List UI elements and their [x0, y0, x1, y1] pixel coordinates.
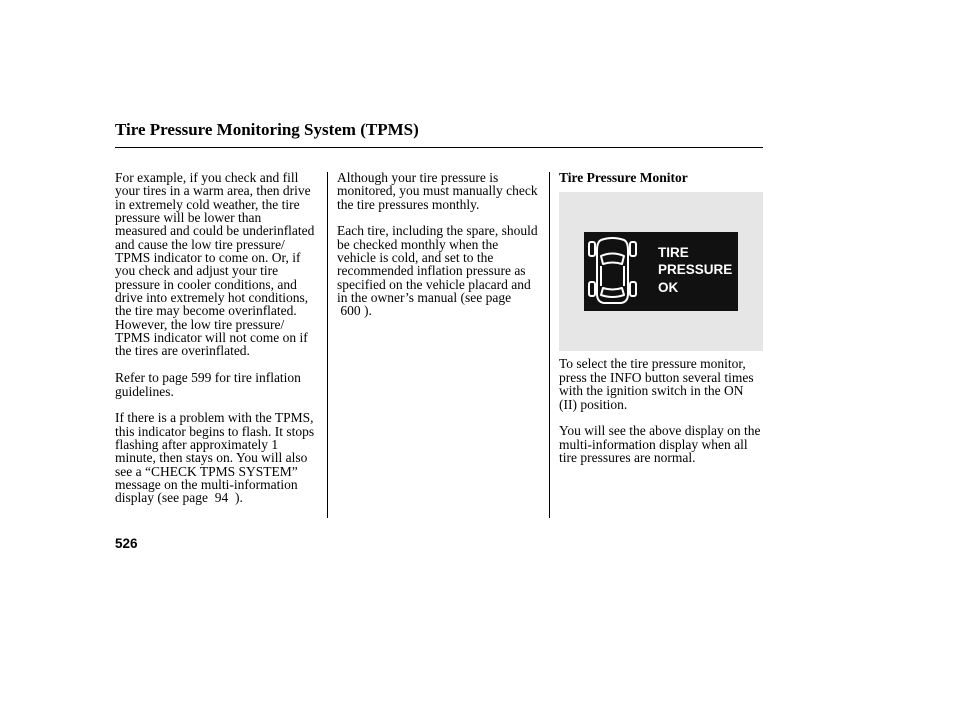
title-rule: [115, 147, 763, 148]
text-line: vehicle is cold, and set to the: [337, 250, 494, 266]
tire-front-left-icon: [589, 242, 595, 256]
text-line: the tire may become overinflated.: [115, 303, 297, 319]
text-line: pressure will be lower than: [115, 210, 262, 226]
paragraph: [337, 224, 542, 317]
windshield-icon: [601, 253, 624, 264]
paragraph: [337, 171, 542, 211]
text-line: in the owner’s manual (see page: [337, 290, 512, 306]
paragraph: [559, 424, 763, 464]
text-line: measured and could be underinflated: [115, 223, 315, 239]
text-line: However, the low tire pressure/: [115, 316, 285, 332]
text-line: the tires are overinflated.: [115, 343, 250, 359]
text-line: recommended inflation pressure as: [337, 263, 526, 279]
text-line: You will see the above display on the: [559, 423, 761, 439]
text-line: TPMS indicator to come on. Or, if: [115, 250, 301, 266]
text-line: If there is a problem with the TPMS,: [115, 410, 314, 426]
text-line: press the INFO button several times: [559, 369, 754, 385]
text-line: tire pressures are normal.: [559, 449, 696, 465]
column-right: [559, 171, 763, 464]
tire-rear-left-icon: [589, 282, 595, 296]
text-line: multi-information display when all: [559, 436, 748, 452]
text-line: with the ignition switch in the ON: [559, 383, 744, 399]
text-line: minute, then stays on. You will also: [115, 450, 308, 466]
tire-front-right-icon: [630, 242, 636, 256]
monitor-figure: [559, 192, 763, 351]
text-line: (II) position.: [559, 396, 628, 412]
text-line: flashing after approximately 1: [115, 436, 279, 452]
text-line: be checked monthly when the: [337, 236, 499, 252]
text-line: see a “CHECK TPMS SYSTEM”: [115, 463, 298, 479]
text-line: pressure in cooler conditions, and: [115, 276, 297, 292]
section-heading: Tire Pressure Monitor: [559, 170, 688, 185]
text-line: guidelines.: [115, 383, 174, 399]
text-line: the tire pressures monthly.: [337, 196, 480, 212]
display-message: [658, 244, 732, 297]
paragraph: [559, 357, 763, 410]
text-line: your tires in a warm area, then drive: [115, 183, 311, 199]
text-line: drive into extremely hot conditions,: [115, 290, 309, 306]
display-line-ok: OK: [658, 279, 679, 295]
text-line: 600 ).: [337, 303, 372, 319]
text-line: message on the multi-information: [115, 476, 298, 492]
car-side-lines-icon: [601, 266, 624, 286]
text-line: display (see page 94 ).: [115, 490, 243, 506]
column-left: [115, 171, 320, 505]
text-line: and cause the low tire pressure/: [115, 236, 285, 252]
text-line: Although your tire pressure is: [337, 170, 499, 185]
text-line: Refer to page 599 for tire inflation: [115, 370, 301, 386]
display-line-pressure: PRESSURE: [658, 262, 733, 278]
text-line: this indicator begins to flash. It stops: [115, 423, 315, 439]
text-line: To select the tire pressure monitor,: [559, 356, 746, 372]
text-line: Each tire, including the spare, should: [337, 223, 538, 239]
text-line: specified on the vehicle placard and: [337, 276, 531, 292]
column-middle: [337, 171, 542, 318]
page-title: Tire Pressure Monitoring System (TPMS): [115, 120, 419, 139]
paragraph: [115, 371, 320, 398]
page-number: 526: [115, 536, 138, 551]
rear-window-icon: [601, 288, 624, 297]
text-line: in extremely cold weather, the tire: [115, 196, 300, 212]
monitor-instructions: [559, 357, 763, 464]
text-line: For example, if you check and fill: [115, 170, 299, 185]
paragraph: [115, 411, 320, 504]
tire-rear-right-icon: [630, 282, 636, 296]
paragraph: [115, 171, 320, 358]
column-divider-left: [327, 172, 328, 518]
text-line: you check and adjust your tire: [115, 263, 279, 279]
column-divider-right: [549, 172, 550, 518]
text-line: TPMS indicator will not come on if: [115, 330, 308, 346]
text-line: monitored, you must manually check: [337, 183, 538, 199]
car-tire-icon: [587, 236, 639, 306]
multi-information-display: [584, 232, 738, 311]
display-line-tire: TIRE: [658, 244, 689, 260]
